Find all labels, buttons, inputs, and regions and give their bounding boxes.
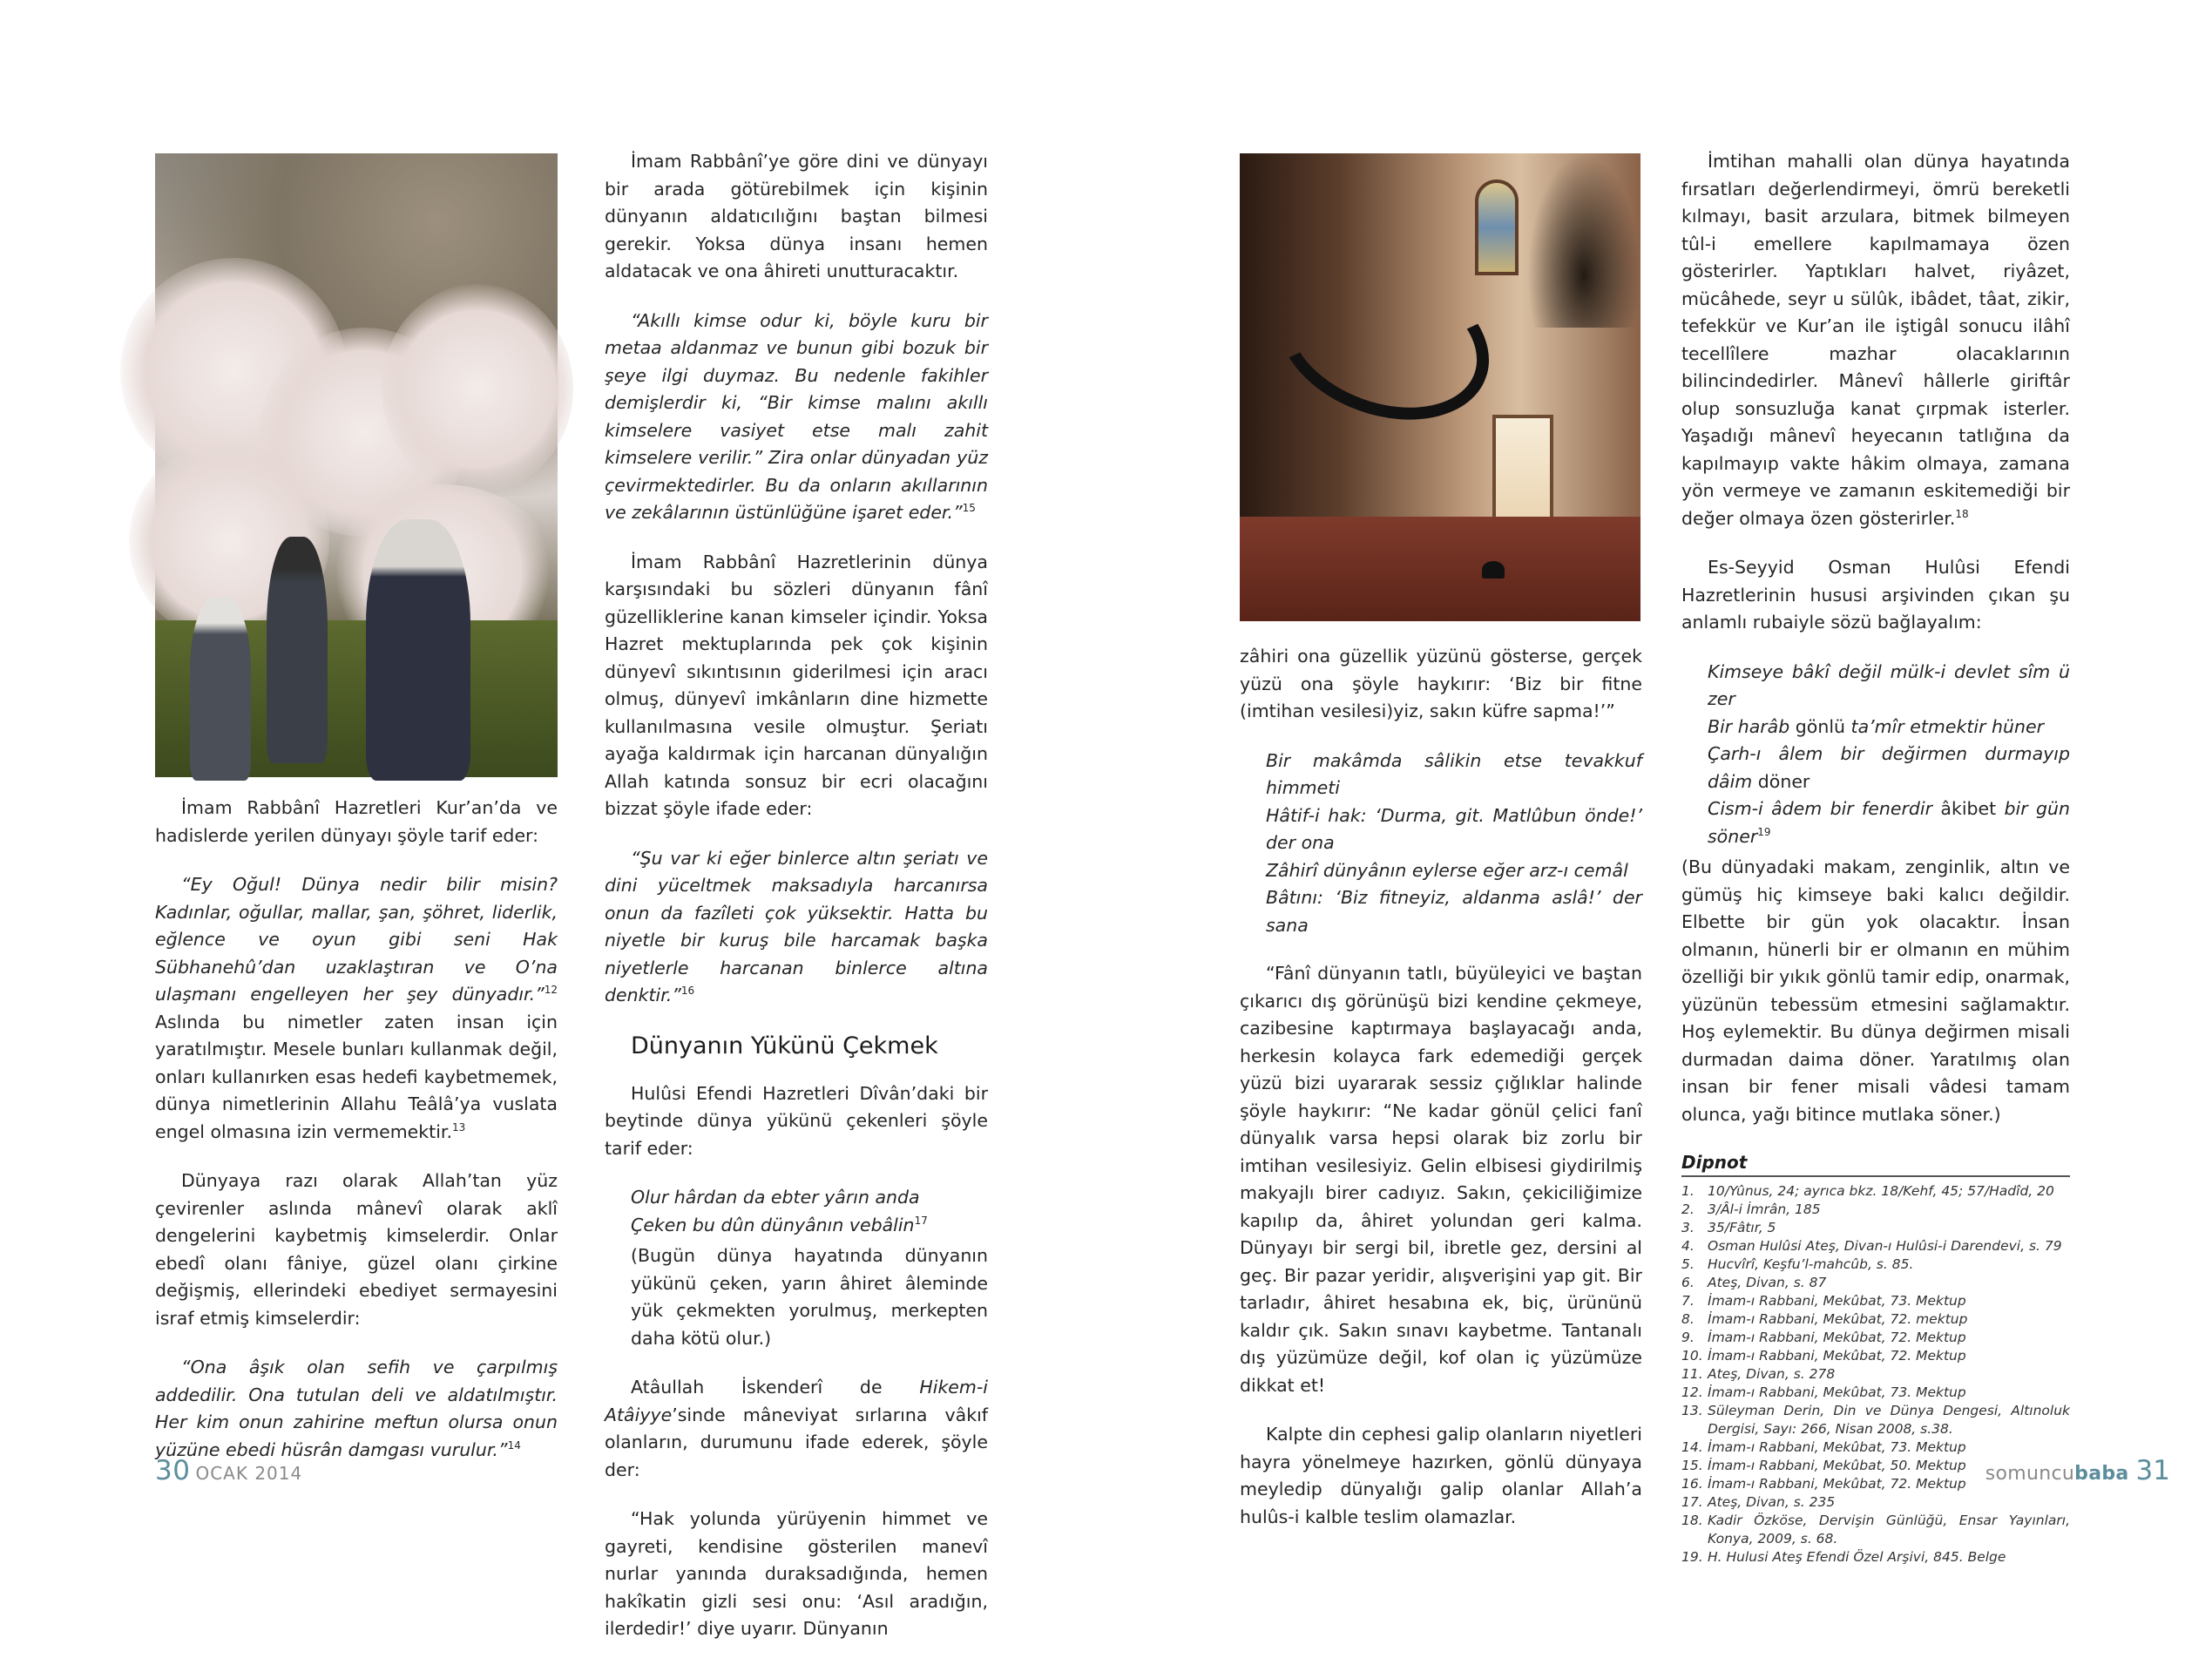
footnote-number: 6. [1681, 1275, 1695, 1290]
footnote-text: Süleyman Derin, Din ve Dünya Dengesi, Altınoluk Dergisi, Sayı: 266, Nisan 2008, s.38. [1708, 1403, 2070, 1437]
footnote-item [1681, 1438, 2070, 1457]
footnote-item [1681, 1402, 2070, 1438]
paragraph: İmam Rabbânî Hazretlerinin dünya karşısındaki bu sözleri dünyanın fânî güzelliklerine kanan kimseler içindir. Yoksa Hazret mektuplarında pek çok kişinin dünyevî sıkıntısının giderilmesi için aracı olmuş, dünyevî imkânların dine hizmette kullanılmasına vesile olmuştur. Şeriatı ayağa kaldırmak için harcanan dünyalığın Allah katında sonsuz bir ecri olacağını bizzat şöyle ifade eder: [605, 551, 988, 819]
footnote-item [1681, 1256, 2070, 1274]
left-column-1 [155, 795, 558, 1486]
man-with-cap [190, 598, 251, 781]
footnotes-list [1681, 1182, 2070, 1567]
footnote-number: 5. [1681, 1256, 1695, 1272]
footnotes [1681, 1151, 2070, 1567]
footnote-text: Osman Hulûsi Ateş, Divan-ı Hulûsi-i Darendevi, s. 79 [1708, 1238, 2062, 1254]
footnote-text: İmam-ı Rabbani, Mekûbat, 72. Mektup [1708, 1476, 1966, 1492]
footnote-number: 11. [1681, 1366, 1703, 1382]
page-number: 30 [155, 1455, 191, 1486]
magazine-name: somuncubaba [1985, 1463, 2129, 1485]
footnote-item [1681, 1274, 2070, 1292]
footnote-item [1681, 1292, 2070, 1310]
footnote-number: 4. [1681, 1238, 1695, 1254]
footnote-item [1681, 1384, 2070, 1402]
verse-line: Bir makâmda sâlikin etse tevakkuf himmeti [1266, 749, 1642, 798]
footnote-item [1681, 1512, 2070, 1548]
stained-glass-window [1475, 179, 1519, 275]
footnote-number: 17. [1681, 1494, 1703, 1510]
verse [1240, 748, 1642, 940]
quote: “Akıllı kimse odur ki, böyle kuru bir metaa aldanmaz ve bunun gibi bozuk bir şeye ilgi duymaz. Bu nedenle fakihler demişlerdir ki, “Bir kimse malını akıllı kimselere vasiyet etse malı zahit kimselere verilir.” Zira onlar dünyadan yüz çevirmektedirler. Bu da onların akıllarının ve zekâlarının üstünlüğüne işaret eder.”$^{15}$ [605, 309, 988, 523]
footnote-number: 2. [1681, 1201, 1695, 1217]
footnote-text: Ateş, Divan, s. 87 [1708, 1275, 1827, 1290]
footnote-text: 10/Yûnus, 24; ayrıca bkz. 18/Kehf, 45; 57/Hadîd, 20 [1708, 1183, 2054, 1199]
rubai [1681, 659, 2070, 851]
footnote-text: Kadir Özköse, Dervişin Günlüğü, Ensar Yayınları, Konya, 2009, s. 68. [1708, 1513, 2070, 1547]
footnote-text: İmam-ı Rabbani, Mekûbat, 72. Mektup [1708, 1330, 1966, 1345]
paragraph: Es-Seyyid Osman Hulûsi Efendi Hazretlerinin hususi arşivinden çıkan şu anlamlı rubaiyle sözü bağlayalım: [1681, 557, 2070, 633]
man-with-cane [267, 537, 328, 763]
verse-line: Hâtif-i hak: ‘Durma, git. Matlûbun önde!’ der ona [1266, 804, 1642, 853]
paragraph: Aslında bu nimetler zaten insan için yaratılmıştır. Mesele bunları kullanmak değil, onları kullanırken esas hedefi kaybetmemek, dünya nimetlerinin Allahu Teâlâ’ya vuslata engel olmasına izin vermemektir. [155, 1011, 558, 1142]
paragraph: Hulûsi Efendi Hazretleri Dîvân’daki bir beytinde dünya yükünü çekenleri şöyle tarif eder: [605, 1082, 988, 1159]
verse-line: Cism-i âdem bir fenerdir âkibet bir gün söner$^{19}$ [1708, 798, 2071, 847]
right-column-2 [1681, 148, 2070, 1567]
footnote-text: 35/Fâtır, 5 [1708, 1220, 1776, 1235]
paragraph: (Bu dünyadaki makam, zenginlik, altın ve gümüş hiç kimseye baki kalıcı değildir. Elbette bir gün yok olacaktır. İnsan olmanın, hünerli bir er olmanın en mühim özelliği bir yıkık gönlü tamir edip, onarmak, yüzünün tebessüm etmesini sağlamaktır. Hoş eylemektir. Bu dünya değirmen misali durmadan daima döner. Yaratılmış olan insan bir fener misali vâdesi tamam olunca, yağı bitince mutlaka söner.) [1681, 856, 2070, 1125]
verse-line: Çarh-ı âlem bir değirmen durmayıp dâim döner [1708, 743, 2070, 792]
elderly-men-blossom-photo [155, 153, 558, 777]
footnote-number: 7. [1681, 1293, 1695, 1309]
footnote-text: 3/Âl-i İmrân, 185 [1708, 1201, 1821, 1217]
footnote-text: Hucvîrî, Keşfu’l-mahcûb, s. 85. [1708, 1256, 1914, 1272]
footnote-text: İmam-ı Rabbani, Mekûbat, 73. Mektup [1708, 1293, 1966, 1309]
footnote-number: 19. [1681, 1549, 1703, 1565]
footnote-number: 1. [1681, 1183, 1695, 1199]
paragraph: zâhiri ona güzellik yüzünü gösterse, gerçek yüzü ona şöyle haykırır: ‘Biz bir fitne (imtihan vesilesi)yiz, sakın küfre sapma!’” [1240, 646, 1642, 721]
footnote-number: 14. [1681, 1439, 1703, 1455]
right-column-1 [1240, 643, 1642, 1553]
paragraph: Dünyaya razı olarak Allah’tan yüz çevirenler aslında mânevî olarak aklî dengelerini kaybetmiş kimselerdir. Onlar ebedî olanı fâniye, güzel olanı çirkine değişmiş, ellerindeki ebediyet sermayesini israf etmiş kimselerdir: [155, 1170, 558, 1329]
footnote-number: 3. [1681, 1220, 1695, 1235]
footnote-item [1681, 1219, 2070, 1237]
footnote-text: İmam-ı Rabbani, Mekûbat, 50. Mektup [1708, 1458, 1966, 1473]
section-heading: Dünyanın Yükünü Çekmek [631, 1032, 938, 1059]
man-with-beard [366, 519, 470, 781]
chandelier [1527, 153, 1640, 328]
footnote-number: 10. [1681, 1348, 1703, 1364]
footnote-text: İmam-ı Rabbani, Mekûbat, 73. Mektup [1708, 1384, 1966, 1400]
footnote-number: 12. [1681, 1384, 1703, 1400]
blossom-tree [382, 284, 573, 493]
verse-line: Olur hârdan da ebter yârın anda [631, 1187, 920, 1208]
footnote-item [1681, 1493, 2070, 1512]
footnote-item [1681, 1365, 2070, 1384]
paragraph: İmam Rabbânî’ye göre dini ve dünyayı bir arada götürebilmek için kişinin dünyanın aldatıcılığını baştan bilmesi gerekir. Yoksa dünya insanı hemen aldatacak ve ona âhireti unutturacaktır. [605, 151, 988, 281]
verse-line: Zâhirî dünyânın eylerse eğer arz-ı cemâl [1266, 859, 1628, 881]
footnote-text: Ateş, Divan, s. 278 [1708, 1366, 1836, 1382]
paragraph: Atâullah İskenderî de Hikem-i Atâiyye’sinde mâneviyat sırlarına vâkıf olanların, durumunu ifade ederek, şöyle der: [605, 1377, 988, 1480]
issue-date: OCAK 2014 [195, 1463, 303, 1484]
footnote-number: 13. [1681, 1403, 1703, 1418]
verse-line: Bâtını: ‘Biz fitneyiz, aldanma aslâ!’ der sana [1266, 887, 1642, 936]
left-column-2 [605, 148, 988, 1665]
paragraph: Kalpte din cephesi galip olanların niyetleri hayra yönelmeye hazırken, gönlü dünyaya meyledip dünyalığı galip olanlar Allah’a hulûs-i kalble teslim olamazlar. [1240, 1424, 1642, 1527]
left-page [0, 0, 1106, 1639]
footnote-text: Ateş, Divan, s. 235 [1708, 1494, 1836, 1510]
footnote-text: İmam-ı Rabbani, Mekûbat, 72. mektup [1708, 1311, 1968, 1327]
verse-line: Çeken bu dûn dünyânın vebâlin$^{17}$ [631, 1214, 928, 1235]
footnote-item [1681, 1329, 2070, 1347]
page-number: 31 [2135, 1455, 2170, 1486]
quote: “Şu var ki eğer binlerce altın şeriatı ve dini yüceltmek maksadıyla harcanırsa onun da fazîleti çok yüksektir. Hatta bu niyetle bir kuruş bile harcamak başka niyetlerle harcanan binlerce altına denktir.”$^{16}$ [605, 847, 988, 1005]
verse-line: Bir harâb gönlü ta’mîr etmektir hüner [1708, 715, 2045, 737]
footnote-number: 18. [1681, 1513, 1703, 1528]
page-number-right [1985, 1455, 2170, 1486]
quote: “Ona âşık olan sefih ve çarpılmış addedilir. Ona tutulan deli ve aldatılmıştır. Her kim onun zahirine meftun olursa onun yüzüne ebedi hüsrân damgası vurulur.”$^{14}$ [155, 1357, 558, 1460]
page-number-left [155, 1455, 302, 1486]
verse [605, 1184, 988, 1239]
footnotes-title: Dipnot [1681, 1151, 2070, 1177]
quote: “Ey Oğul! Dünya nedir bilir misin? Kadınlar, oğullar, mallar, şan, şöhret, liderlik, eğlence ve oyun gibi seni Hak Sübhanehû’dan uzaklaştıran ve O’na ulaşmanı engelleyen her şey dünyadır.”$^{12}$ Aslında bu nimetler zaten insan için yaratılmıştır. Mesele bunları kullanmak değil, onları kullanırken esas hedefi kaybetmemek, dünya nimetlerinin Allahu Teâlâ’ya vuslata engel olmasına izin vermemektir.$^{13}$ [155, 874, 558, 1142]
footnote-number: 8. [1681, 1311, 1695, 1327]
footnote-item [1681, 1201, 2070, 1219]
footnote-item [1681, 1347, 2070, 1365]
carpet-floor [1240, 517, 1640, 621]
calligraphy [1255, 234, 1511, 447]
footnote-item [1681, 1310, 2070, 1329]
footnote-item [1681, 1182, 2070, 1201]
paragraph: “Fânî dünyanın tatlı, büyüleyici ve baştan çıkarıcı dış görünüşü bizi kendine çekmeye, cazibesine kaptırmaya başlayacağı anda, herkesin kolayca fark edemediği gerçek yüzü bizi uyararak sessiz çığlıklar halinde şöyle haykırır: “Ne kadar gönül çelici fanî dünyalık varsa hepsi olarak biz zorlu bir imtihan vesilesiyiz. Gelin elbisesi giydirilmiş makyajlı birer cadıyız. Sakın, çekiciliğimize kapılıp da, âhiret yolundan geri kalma. Dünyayı bir sergi bil, ibretle gez, dersini al geç. Bir pazar yeridir, alışverişini yap git. Bir tarladır, âhiret hesabına ek, biç, ürününü kaldır çık. Sakın sınavı kaybetme. Tantanalı dış yüzümüze değil, kof olan iç yüzümüze dikkat et! [1240, 963, 1642, 1396]
paragraph: (Bugün dünya hayatında dünyanın yükünü çeken, yarın âhiret âleminde yük çekmekten yorulmuş, merkepten daha kötü olur.) [631, 1245, 988, 1349]
verse-line: Kimseye bâkî değil mülk-i devlet sîm ü zer [1708, 660, 2070, 709]
paragraph: İmam Rabbânî Hazretleri Kur’an’da ve hadislerde yerilen dünyayı şöyle tarif eder: [155, 797, 558, 846]
footnote-number: 15. [1681, 1458, 1703, 1473]
praying-figure [1482, 561, 1505, 579]
mosque-interior-photo [1240, 153, 1640, 621]
footnote-text: H. Hulusi Ateş Efendi Özel Arşivi, 845. Belge [1708, 1549, 2006, 1565]
paragraph: İmtihan mahalli olan dünya hayatında fırsatları değerlendirmeyi, ömrü bereketli kılmayı, basit arzulara, bitmek bilmeyen tûl-i emellere kapılmamaya özen gösterirler. Yaptıkları halvet, riyâzet, mücâhede, seyr u sülûk, ibâdet, tâat, zikir, tefekkür ve Kur’an ile iştigâl sonucu ilâhî tecellîlere mazhar olacaklarının bilincindedirler. Mânevî hâllerle giriftâr olup sonsuzluğa kanat çırpmak isterler. Yaşadığı mânevî heyecanın tatlığına da kapılmayıp vakte hâkim olmaya, zamana yön vermeye ve zamanın eskitemediği bir değer olmaya özen gösterirler.$^{18}$ [1681, 151, 2070, 529]
footnote-text: İmam-ı Rabbani, Mekûbat, 73. Mektup [1708, 1439, 1966, 1455]
footnote-item [1681, 1237, 2070, 1256]
footnote-text: İmam-ı Rabbani, Mekûbat, 72. Mektup [1708, 1348, 1966, 1364]
right-page [1106, 0, 2212, 1565]
paragraph: “Hak yolunda yürüyenin himmet ve gayreti, kendisine gösterilen manevî nurlar yanında duraksadığında, hemen hakîkatin gizli sesi onu: ‘Asıl aradığın, ilerdedir!’ diye uyarır. Dünyanın [605, 1508, 988, 1639]
footnote-item [1681, 1548, 2070, 1567]
footnote-number: 9. [1681, 1330, 1695, 1345]
footnote-number: 16. [1681, 1476, 1703, 1492]
